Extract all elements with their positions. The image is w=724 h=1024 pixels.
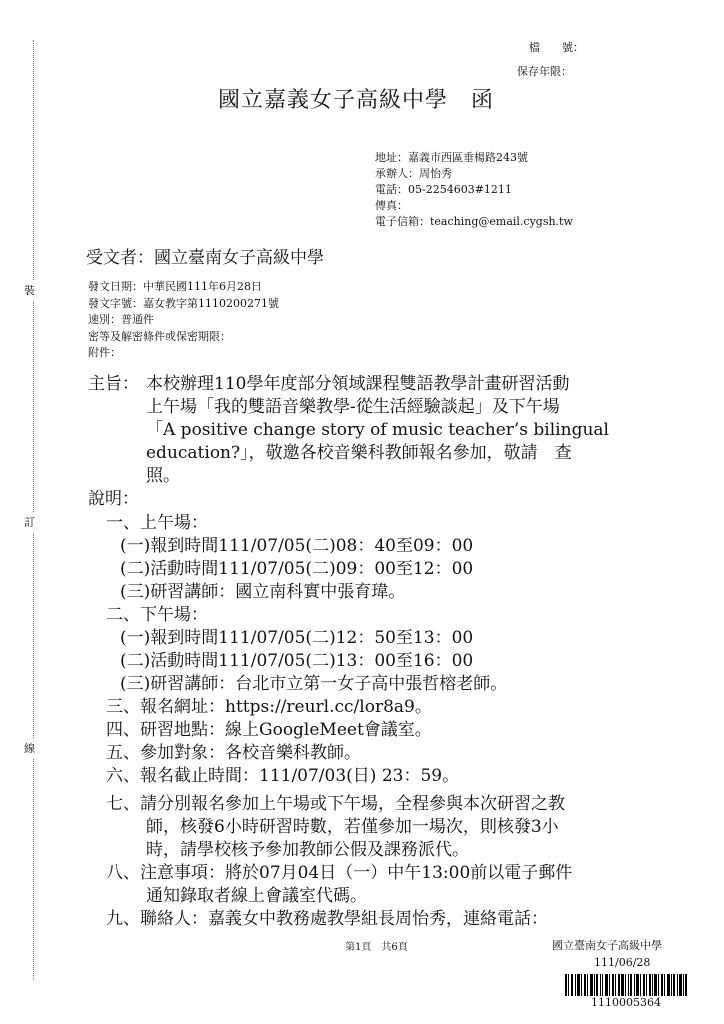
explanation-subitem: (一)報到時間111/07/05(二)12：50至13：00 bbox=[120, 628, 474, 648]
delivery-speed: 速別：普通件 bbox=[88, 313, 154, 326]
contact-address: 地址：嘉義市西區垂楊路243號 bbox=[375, 151, 528, 164]
explanation-subitem: (一)報到時間111/07/05(二)08：40至09：00 bbox=[120, 536, 474, 556]
subject-line: 照。 bbox=[146, 466, 180, 486]
document-title: 國立嘉義女子高級中學 函 bbox=[218, 88, 495, 113]
document-number: 發文字號：嘉女教字第1110200271號 bbox=[88, 296, 279, 310]
explanation-item: 八、注意事項：將於07月04日（一）中午13:00前以電子郵件 bbox=[106, 863, 573, 883]
explanation-item: 四、研習地點：線上GoogleMeet會議室。 bbox=[106, 720, 432, 740]
contact-handler: 承辦人：周怡秀 bbox=[375, 167, 452, 180]
barcode-number: 1110005364 bbox=[591, 996, 661, 1009]
contact-phone: 電話：05-2254603#1211 bbox=[375, 183, 512, 196]
explanation-subitem: (三)研習講師：國立南科實中張育瑋。 bbox=[120, 582, 406, 602]
subject-line: 「A positive change story of music teacher’s bilingual bbox=[146, 420, 609, 440]
page-info: 第1頁 共6頁 bbox=[345, 942, 408, 953]
explanation-item: 九、聯絡人：嘉義女中教務處教學組長周怡秀，連絡電話： bbox=[106, 909, 548, 929]
binding-line bbox=[33, 40, 34, 980]
secrecy-level: 密等及解密條件或保密期限： bbox=[88, 329, 231, 343]
recipient: 受文者：國立臺南女子高級中學 bbox=[86, 248, 324, 268]
binding-mark-xian: 線 bbox=[24, 738, 35, 758]
issue-date: 發文日期：中華民國111年6月28日 bbox=[88, 280, 262, 293]
explanation-continuation: 時，請學校核予參加教師公假及課務派代。 bbox=[146, 840, 469, 860]
subject-line: 上午場「我的雙語音樂教學-從生活經驗談起」及下午場 bbox=[146, 397, 560, 417]
barcode bbox=[565, 974, 687, 996]
subject-label: 主旨： bbox=[88, 374, 139, 394]
subject-text bbox=[146, 373, 609, 488]
retention-period-label: 保存年限： bbox=[517, 65, 572, 78]
attachment: 附件： bbox=[88, 346, 121, 359]
explanation-subitem: (三)研習講師：台北市立第一女子高中張哲榕老師。 bbox=[120, 674, 508, 694]
receiver-stamp: 國立臺南女子高級中學 bbox=[552, 939, 662, 952]
explanation-item: 二、下午場： bbox=[106, 605, 208, 625]
explanation-item: 六、報名截止時間：111/07/03(日) 23：59。 bbox=[106, 766, 460, 786]
binding-mark-zhuang: 裝 bbox=[24, 280, 35, 300]
explanation-continuation: 師，核發6小時研習時數，若僅參加一場次，則核發3小 bbox=[146, 817, 559, 837]
registration-url: 三、報名網址：https://reurl.cc/lor8a9。 bbox=[106, 697, 432, 717]
subject-line: education?」，敬邀各校音樂科教師報名參加，敬請 查 bbox=[146, 443, 572, 463]
explanation-item: 七、請分別報名參加上午場或下午場，全程參與本次研習之教 bbox=[106, 794, 565, 814]
subject-line: 本校辦理110學年度部分領域課程雙語教學計畫研習活動 bbox=[146, 374, 570, 394]
explanation-continuation: 通知錄取者線上會議室代碼。 bbox=[146, 886, 367, 906]
document-metadata bbox=[88, 279, 279, 362]
contact-email: 電子信箱：teaching@email.cygsh.tw bbox=[375, 215, 573, 228]
explanation-subitem: (二)活動時間111/07/05(二)09：00至12：00 bbox=[120, 559, 474, 579]
explanation-item: 五、參加對象：各校音樂科教師。 bbox=[106, 743, 361, 763]
contact-block bbox=[375, 150, 573, 230]
binding-mark-ding: 訂 bbox=[24, 512, 35, 532]
explanation-subitem: (二)活動時間111/07/05(二)13：00至16：00 bbox=[120, 651, 474, 671]
explanation-label: 說明： bbox=[88, 489, 139, 509]
file-number-label: 檔 號： bbox=[529, 41, 584, 54]
contact-fax: 傳真： bbox=[375, 199, 408, 212]
stamp-date: 111/06/28 bbox=[594, 956, 651, 969]
explanation-item: 一、上午場： bbox=[106, 513, 208, 533]
